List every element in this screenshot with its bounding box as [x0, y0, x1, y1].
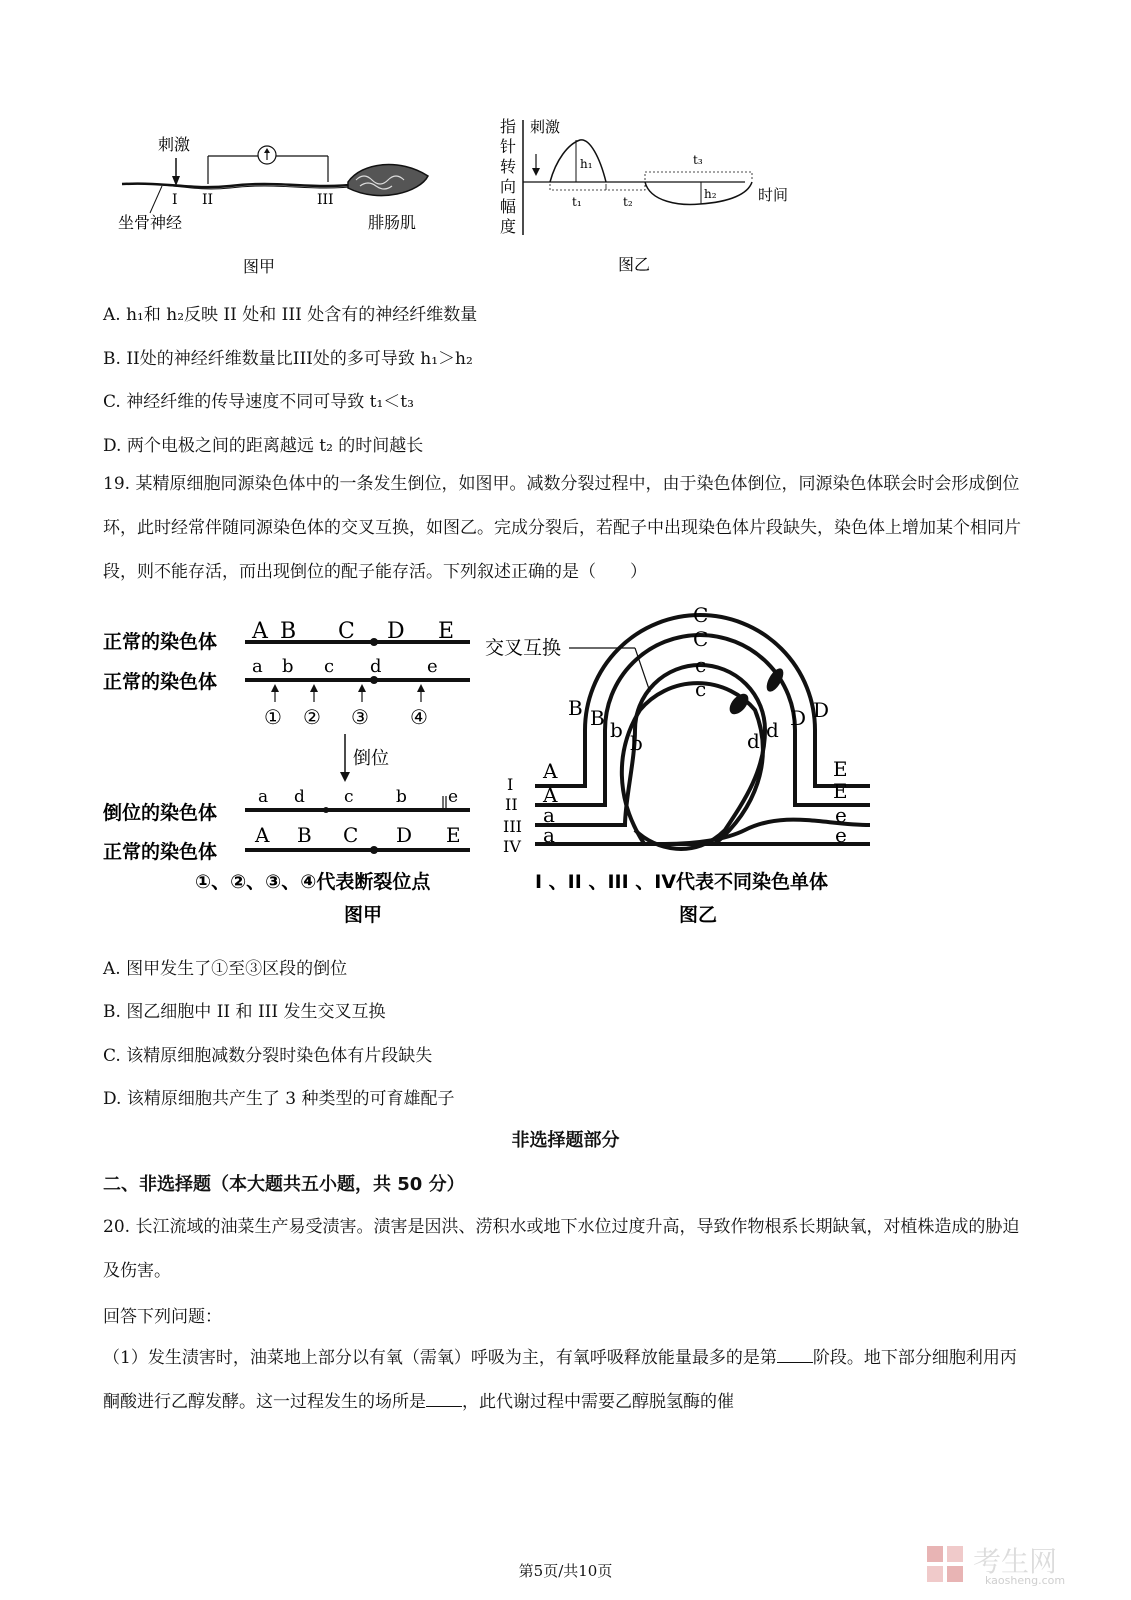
svg-text:C: C	[693, 627, 709, 651]
label-t2: t₂	[623, 195, 633, 209]
watermark-brand: 考生网	[973, 1545, 1058, 1578]
svg-text:b: b	[396, 787, 407, 807]
caption-yi-top: 图乙	[618, 255, 651, 274]
svg-text:c: c	[695, 677, 707, 701]
svg-text:A: A	[255, 823, 270, 847]
svg-text:A: A	[252, 619, 268, 644]
q19-option-c: C. 该精原细胞减数分裂时染色体有片段缺失	[103, 1046, 433, 1066]
watermark	[925, 1540, 1125, 1590]
svg-text:B: B	[297, 823, 312, 847]
stimulus-label: 刺激	[158, 135, 191, 154]
q20-prompt: 回答下列问题：	[103, 1307, 222, 1327]
svg-text:II: II	[505, 795, 518, 814]
svg-text:A: A	[543, 783, 558, 807]
label-h1: h₁	[580, 157, 593, 171]
svg-text:D: D	[387, 619, 405, 644]
q19-option-b: B. 图乙细胞中 II 和 III 发生交叉互换	[103, 1002, 386, 1022]
svg-text:B: B	[568, 696, 583, 720]
figure-inversion	[100, 610, 500, 935]
watermark-logo-icon	[925, 1544, 967, 1586]
svg-text:D: D	[396, 823, 413, 847]
svg-text:d: d	[370, 656, 382, 677]
svg-text:c: c	[344, 787, 354, 807]
svg-text:c: c	[695, 653, 707, 677]
section-title: 非选择题部分	[511, 1130, 620, 1151]
svg-text:b: b	[630, 731, 643, 755]
svg-text:C: C	[343, 823, 359, 847]
q19-option-d: D. 该精原细胞共产生了 3 种类型的可育雄配子	[103, 1089, 455, 1109]
svg-text:向: 向	[500, 177, 517, 196]
x-axis-label: 时间	[758, 186, 789, 204]
svg-text:A: A	[543, 759, 558, 783]
caption-jia: 图甲	[344, 904, 383, 926]
svg-text:E: E	[833, 779, 848, 803]
point-II: II	[202, 192, 214, 208]
q18-option-c: C. 神经纤维的传导速度不同可导致 t₁＜t₃	[103, 392, 414, 412]
svg-text:度: 度	[500, 217, 517, 236]
svg-text:C: C	[693, 603, 709, 627]
svg-text:d: d	[766, 718, 779, 742]
answer-blank-2[interactable]	[426, 1392, 462, 1407]
svg-text:a: a	[543, 823, 555, 847]
section-heading: 二、非选择题（本大题共五小题，共 50 分）	[103, 1174, 465, 1195]
svg-text:转: 转	[500, 157, 517, 176]
svg-text:I: I	[507, 775, 514, 794]
q20-stem: 20. 长江流域的油菜生产易受渍害。渍害是因洪、涝积水或地下水位过度升高，导致作物根系长期缺氧，对植株造成的胁迫及伤害。	[103, 1217, 1020, 1281]
q18-option-b: B. II处的神经纤维数量比III处的多可导致 h₁＞h₂	[103, 349, 473, 369]
svg-text:B: B	[280, 619, 297, 644]
label-t3: t₃	[693, 153, 703, 167]
svg-text:幅: 幅	[500, 197, 517, 216]
svg-text:B: B	[590, 706, 605, 730]
svg-text:e: e	[448, 787, 459, 807]
caption-jia-top: 图甲	[243, 257, 276, 276]
q18-option-d: D. 两个电极之间的距离越远 t₂ 的时间越长	[103, 436, 424, 456]
label-normal-3: 正常的染色体	[103, 841, 218, 863]
breakpoint-2: ②	[303, 705, 321, 729]
label-inverted: 倒位的染色体	[103, 802, 218, 824]
y-axis-label	[500, 117, 516, 236]
q19-option-a: A. 图甲发生了①至③区段的倒位	[103, 959, 348, 979]
q19-stem: 19. 某精原细胞同源染色体中的一条发生倒位，如图甲。减数分裂过程中，由于染色体倒位，同源染色体联会时会形成倒位环，此时经常伴随同源染色体的交叉互换，如图乙。完成分裂后，若配子中出现染色体片段缺失，染色体上增加某个相同片段，则不能存活，而出现倒位的配子能存活。下列叙述正确的是（ ）	[103, 474, 1021, 582]
watermark-url: kaosheng.com	[985, 1574, 1066, 1587]
inversion-arrow-label: 倒位	[353, 748, 389, 769]
strand-note: I 、II 、III 、IV代表不同染色单体	[535, 871, 829, 893]
svg-text:b: b	[610, 718, 623, 742]
q20-part1: （1）发生渍害时，油菜地上部分以有氧（需氧）呼吸为主，有氧呼吸释放能量最多的是第 阶段。地下部分细胞利用丙酮酸进行乙醇发酵。这一过程发生的场所是 ，此代谢过程中需要乙醇脱氢酶的催	[103, 1348, 1017, 1412]
muscle-label: 腓肠肌	[368, 213, 417, 232]
label-t1: t₁	[572, 195, 582, 209]
svg-text:d: d	[294, 787, 305, 807]
breakpoint-1: ①	[264, 705, 282, 729]
figure-nerve-muscle	[110, 120, 450, 285]
svg-text:E: E	[438, 619, 455, 644]
svg-text:针: 针	[500, 137, 517, 156]
breakpoint-3: ③	[351, 705, 369, 729]
svg-text:D: D	[790, 706, 807, 730]
answer-blank-1[interactable]	[777, 1348, 813, 1363]
svg-text:e: e	[835, 803, 847, 827]
svg-text:E: E	[833, 757, 848, 781]
svg-text:III: III	[503, 817, 522, 836]
svg-text:e: e	[835, 823, 847, 847]
svg-text:c: c	[324, 656, 335, 677]
point-I: I	[172, 192, 178, 208]
crossover-label: 交叉互换	[485, 637, 562, 659]
nerve-label: 坐骨神经	[118, 213, 183, 232]
svg-text:E: E	[446, 823, 461, 847]
svg-text:指: 指	[500, 117, 517, 136]
graph-stimulus-label: 刺激	[530, 118, 561, 136]
q18-option-a: A. h₁和 h₂反映 II 处和 III 处含有的神经纤维数量	[103, 305, 478, 325]
label-normal-2: 正常的染色体	[103, 671, 218, 693]
svg-text:C: C	[338, 619, 355, 644]
svg-text:IV: IV	[503, 837, 521, 856]
point-III: III	[317, 192, 334, 208]
caption-yi: 图乙	[679, 904, 718, 926]
svg-text:D: D	[813, 698, 830, 722]
figure-deflection-graph	[490, 110, 820, 280]
svg-text:a: a	[258, 787, 269, 807]
svg-text:e: e	[427, 656, 438, 677]
figure-inversion-loop	[485, 600, 875, 935]
label-normal-1: 正常的染色体	[103, 631, 218, 653]
page-footer: 第5页/共10页	[518, 1562, 613, 1580]
label-h2: h₂	[704, 187, 717, 201]
svg-text:a: a	[543, 803, 555, 827]
svg-text:b: b	[282, 656, 294, 677]
svg-text:a: a	[252, 656, 263, 677]
svg-text:d: d	[747, 729, 760, 753]
breakpoint-4: ④	[410, 705, 428, 729]
breakpoint-note: ①、②、③、④代表断裂位点	[195, 871, 431, 893]
